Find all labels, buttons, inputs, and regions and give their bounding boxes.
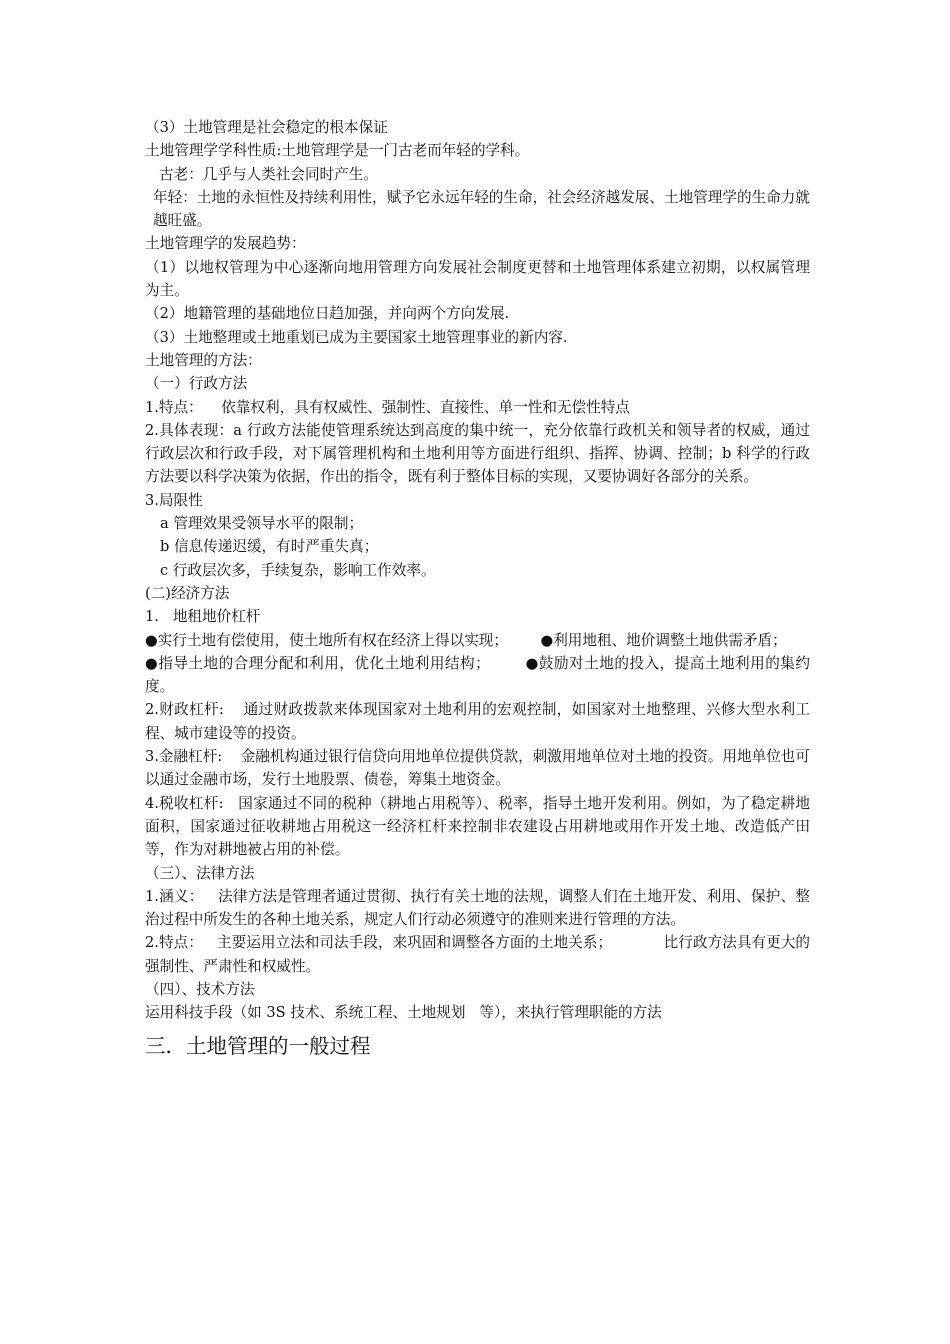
- paragraph: 2.财政杠杆: 通过财政拨款来体现国家对土地利用的宏观控制，如国家对土地整理、兴修大型水利工程、城市建设等的投资。: [145, 701, 810, 742]
- paragraph: （3）土地整理或土地重划已成为主要国家土地管理事业的新内容.: [145, 328, 568, 346]
- paragraph: 1. 地租地价杠杆: [145, 608, 261, 626]
- paragraph: c 行政层次多，手续复杂，影响工作效率。: [160, 561, 436, 579]
- paragraph: 年轻：土地的永恒性及持续利用性，赋予它永远年轻的生命，社会经济越发展、土地管理学的生命力就越旺盛。: [153, 188, 810, 230]
- paragraph: 3.金融杠杆: 金融机构通过银行信贷向用地单位提供贷款，刺激用地单位对土地的投资。用地单位也可以通过金融市场，发行土地股票、债卷，筹集土地资金。: [145, 748, 810, 789]
- paragraph: 1.涵义： 法律方法是管理者通过贯彻、执行有关土地的法规，调整人们在土地开发、利用、保护、整治过程中所发生的各种土地关系，规定人们行动必须遵守的准则来进行管理的方法。: [145, 887, 810, 929]
- paragraph: a 管理效果受领导水平的限制；: [160, 515, 364, 533]
- paragraph: （三）、法律方法: [145, 864, 255, 882]
- paragraph: 土地管理学学科性质:土地管理学是一门古老而年轻的学科。: [145, 142, 530, 160]
- paragraph-list: [145, 116, 810, 1025]
- paragraph: （2）地籍管理的基础地位日趋加强，并向两个方向发展.: [145, 305, 510, 323]
- paragraph: 土地管理学的发展趋势：: [145, 235, 306, 253]
- paragraph: ●指导土地的合理分配和利用，优化土地利用结构； ●鼓励对土地的投入，提高土地利用的集约度。: [145, 654, 810, 696]
- paragraph: （3）土地管理是社会稳定的根本保证: [145, 119, 388, 136]
- section-heading: 三．土地管理的一般过程: [145, 1033, 371, 1058]
- paragraph: 古老：几乎与人类社会同时产生。: [159, 165, 378, 183]
- paragraph: b 信息传递迟缓，有时严重失真；: [160, 538, 379, 556]
- paragraph: （1）以地权管理为中心逐渐向地用管理方向发展社会制度更替和土地管理体系建立初期，以权属管理为主。: [145, 258, 810, 300]
- paragraph: 2.特点： 主要运用立法和司法手段，来巩固和调整各方面的土地关系； 比行政方法具有更大的强制性、严肃性和权威性。: [145, 934, 810, 975]
- paragraph: (二)经济方法: [145, 584, 230, 602]
- paragraph: 运用科技手段（如 3S 技术、系统工程、土地规划 等），来执行管理职能的方法: [145, 1004, 662, 1022]
- paragraph: （一）行政方法: [145, 375, 248, 393]
- paragraph: 2.具体表现：a 行政方法能使管理系统达到高度的集中统一，充分依靠行政机关和领导者的权威，通过行政层次和行政手段，对下属管理机构和土地利用等方面进行组织、指挥、协调、控制；b 科学的行政方法要以科学决策为依据，作出的指令，既有利于整体目标的实现，又要协调好各部分的关系。: [145, 421, 810, 486]
- paragraph: ●实行土地有偿使用，使土地所有权在经济上得以实现； ●利用地租、地价调整土地供需矛盾；: [145, 631, 787, 649]
- paragraph: 土地管理的方法：: [145, 351, 262, 369]
- paragraph: 4.税收杠杆: 国家通过不同的税种（耕地占用税等）、税率，指导土地开发利用。例如，为了稳定耕地面积，国家通过征收耕地占用税这一经济杠杆来控制非农建设占用耕地或用作开发土地、改造低产田等，作为对耕地被占用的补偿。: [145, 794, 810, 859]
- paragraph: 1.特点： 依靠权利，具有权威性、强制性、直接性、单一性和无偿性特点: [145, 398, 630, 416]
- paragraph: 3.局限性: [145, 491, 203, 509]
- paragraph: （四）、技术方法: [145, 980, 255, 998]
- document-body: [145, 116, 810, 1063]
